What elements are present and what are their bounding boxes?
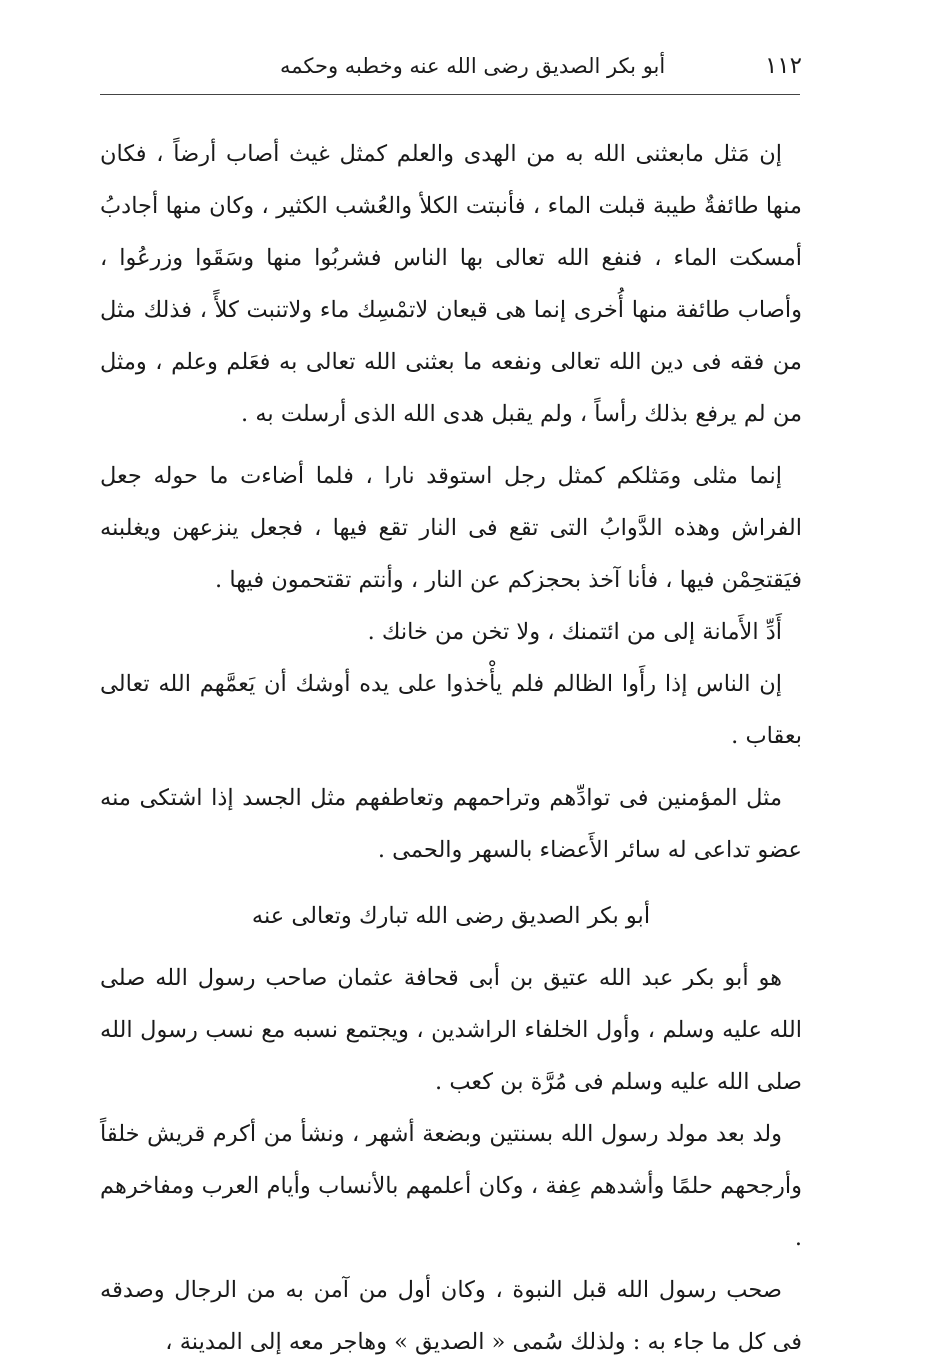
paragraph-4: إن الناس إذا رأَوا الظالم فلم يأْخذوا على يده أوشك أن يَعمَّهم الله تعالى بعقاب . <box>100 671 802 749</box>
paragraph-3: أَدِّ الأَمانة إلى من ائتمنك ، ولا تخن من خانك . <box>367 619 782 645</box>
section-heading: أبو بكر الصديق رضى الله تبارك وتعالى عنه <box>251 903 651 929</box>
paragraph-2: إنما مثلى ومَثلكم كمثل رجل استوقد نارا ، فلما أضاءت ما حوله جعل الفراش وهذه الدَّوابُ التى تقع فى النار تقع فيها ، فجعل ينزعهن ويغلبنه فيَقتحِمْن فيها ، فأنا آخذ بحجزكم عن النار ، وأنتم تقتحمون فيها . <box>100 463 802 593</box>
page-header <box>100 44 802 88</box>
running-title: أبو بكر الصديق رضى الله عنه وخطبه وحكمه <box>280 54 666 78</box>
section-paragraph-1: هو أبو بكر عبد الله عتيق بن أبى قحافة عثمان صاحب رسول الله صلى الله عليه وسلم ، وأول الخلفاء الراشدين ، ويجتمع نسبه مع نسب رسول الله صلى الله عليه وسلم فى مُرَّة بن كعب . <box>100 965 802 1095</box>
section-paragraph-2: ولد بعد مولد رسول الله بسنتين وبضعة أشهر ، ونشأ من أكرم قريش خلقاً وأرجحهم حلمًا وأشدهم عِفة ، وكان أعلمهم بالأنساب وأيام العرب ومفاخرهم . <box>100 1121 802 1251</box>
section-paragraph-3: صحب رسول الله قبل النبوة ، وكان أول من آمن به من الرجال وصدقه فى كل ما جاء به : ولذلك سُمى « الصديق » وهاجر معه إلى المدينة ، <box>100 1277 802 1355</box>
paragraph-5: مثل المؤمنين فى توادِّهم وتراحمهم وتعاطفهم مثل الجسد إذا اشتكى منه عضو تداعى له سائر الأَعضاء بالسهر والحمى . <box>100 785 802 863</box>
page-body <box>100 128 802 1368</box>
header-divider <box>100 94 800 95</box>
paragraph-1: إن مَثل مابعثنى الله به من الهدى والعلم كمثل غيث أصاب أرضاً ، فكان منها طائفةٌ طيبة قبلت الماء ، فأنبتت الكلأ والعُشب الكثير ، وكان منها أجادبُ أمسكت الماء ، فنفع الله تعالى بها الناس فشربُوا منها وسَقَوا وزرعُوا ، وأصاب طائفة منها أُخرى إنما هى قيعان لاتمْسِك ماء ولاتنبت كلأً ، فذلك مثل من فقه فى دين الله تعالى ونفعه ما بعثنى الله تعالى به فعَلم وعلم ، ومثل من لم يرفع بذلك رأساً ، ولم يقبل هدى الله الذى أرسلت به . <box>100 141 802 427</box>
page-number: ١١٢ <box>764 53 802 79</box>
